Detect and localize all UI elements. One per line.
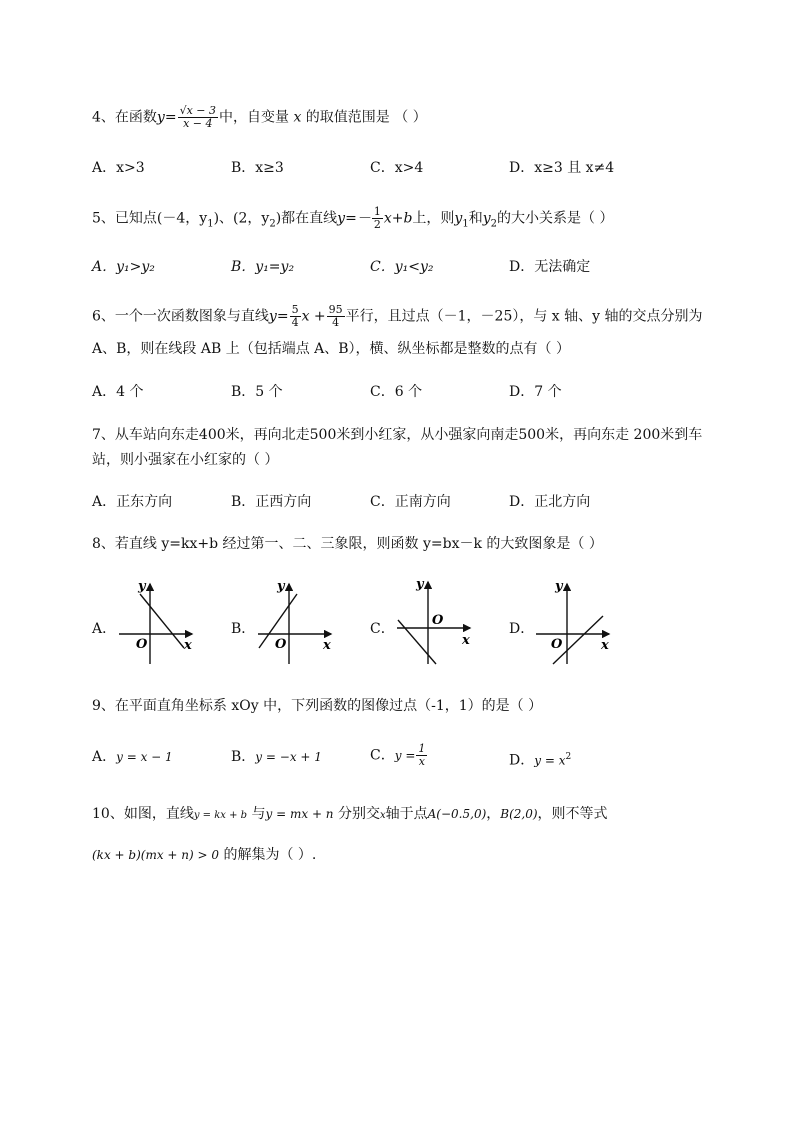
option-label: B． [231, 621, 256, 637]
question-6-stem [92, 304, 742, 329]
option-b[interactable]: B．正西方向 [231, 494, 312, 510]
question-number: 4、 [92, 109, 115, 126]
question-text: 从车站向东走400米，再向北走500米到小红家，从小强家向南走500米，再向东走 200米到车 [114, 427, 703, 443]
fraction [178, 105, 218, 130]
option-b[interactable]: B．y₁=y₂ [231, 259, 295, 275]
origin-label: O [432, 613, 444, 628]
option-label: B． [231, 749, 256, 765]
math-expression: x + [301, 308, 326, 325]
math-variable: y [482, 210, 491, 227]
graph-d-svg [531, 578, 611, 668]
option-label: A． [92, 621, 117, 637]
question-text: )都在直线 [275, 210, 338, 227]
graph-a-svg [114, 578, 194, 668]
option-a[interactable]: A．y₁>y₂ [92, 259, 155, 275]
question-text: 已知点(－4，y [114, 210, 208, 227]
math-expression: y = x − 1 [116, 750, 173, 764]
question-text: 的取值范围是 （ ） [305, 109, 427, 126]
option-d[interactable]: D．x≥3 且 x≠4 [509, 160, 615, 176]
option-label: A． [92, 749, 117, 765]
option-label: C． [370, 621, 395, 637]
option-a[interactable]: A．x>3 [92, 160, 145, 176]
fraction-numerator: 1 [418, 742, 426, 755]
question-5-options [92, 256, 742, 278]
question-8-stem [92, 534, 742, 554]
question-6-options [92, 381, 742, 403]
option-c[interactable] [370, 743, 428, 768]
math-variable: x [380, 810, 386, 821]
question-5-stem [92, 206, 742, 234]
option-label: C． [370, 747, 395, 764]
fraction-denominator: 4 [332, 316, 340, 329]
y-axis-label: y [416, 578, 424, 592]
option-a[interactable] [92, 746, 173, 768]
question-7-line-1 [92, 425, 742, 445]
question-10-line-2 [92, 845, 742, 865]
question-number: 7、 [92, 427, 115, 443]
origin-label: O [136, 637, 148, 652]
question-text: )、(2，y [213, 210, 270, 227]
option-label: D． [509, 752, 535, 769]
option-d[interactable]: D．7 个 [509, 384, 562, 400]
origin-label: O [551, 637, 563, 652]
fraction-numerator: 1 [373, 205, 381, 218]
function-line [398, 620, 436, 664]
math-expression: x+b [383, 210, 413, 227]
option-a[interactable]: A．4 个 [92, 384, 144, 400]
question-number: 6、 [92, 308, 115, 325]
question-text: 在平面直角坐标系 xOy 中，下列函数的图像过点（-1，1）的是（ ） [114, 698, 543, 714]
question-number: 5、 [92, 210, 115, 227]
question-text: 若直线 y=kx+b 经过第一、二、三象限，则函数 y=bx－k 的大致图象是（ ） [114, 536, 603, 552]
x-axis-label: x [601, 638, 609, 653]
question-text: 在函数 [114, 109, 157, 126]
question-text: ， [486, 806, 501, 822]
option-b[interactable] [231, 746, 322, 768]
subscript: 2 [269, 218, 276, 230]
question-text: 的大小关系是（ ） [497, 210, 614, 227]
origin-label: O [275, 637, 287, 652]
graph-c-svg [392, 578, 472, 668]
question-number: 9、 [92, 698, 115, 714]
fraction-numerator: 5 [291, 303, 299, 316]
option-label: D． [509, 621, 535, 637]
superscript: 2 [565, 752, 572, 762]
fraction [416, 743, 427, 768]
math-expression: y= [156, 109, 177, 126]
question-8-options [92, 578, 742, 668]
subscript: 1 [462, 218, 469, 230]
question-6-line-2: A、B，则在线段 AB 上（包括端点 A、B），横、纵坐标都是整数的点有（ ） [92, 341, 570, 357]
math-expression: A(−0.5,0) [427, 807, 487, 821]
question-text: 中，自变量 [218, 109, 289, 126]
option-a[interactable]: A．正东方向 [92, 494, 173, 510]
option-c[interactable]: C．x>4 [370, 160, 424, 176]
math-expression: y = mx + n [265, 807, 334, 821]
question-7-line-2: 站，则小强家在小红家的（ ） [92, 452, 279, 468]
question-text: 和 [468, 210, 483, 227]
option-c[interactable]: C．6 个 [370, 384, 423, 400]
fraction [327, 304, 345, 329]
fraction-denominator: x − 4 [183, 117, 213, 130]
fraction-denominator: 2 [373, 218, 381, 231]
subscript: 2 [490, 218, 497, 230]
fraction [290, 304, 301, 329]
question-text: 平行，且过点（－1，－25），与 x 轴、y 轴的交点分别为 [345, 308, 703, 325]
question-9-stem [92, 696, 742, 716]
math-expression: y = −x + 1 [255, 750, 322, 764]
math-variable: y [454, 210, 463, 227]
option-d[interactable]: D．正北方向 [509, 494, 591, 510]
y-axis-label: y [138, 579, 146, 594]
math-expression: y = [394, 748, 416, 763]
question-number: 10、 [92, 806, 124, 822]
question-7-options [92, 491, 742, 513]
question-text: 与 [251, 806, 266, 822]
question-text: ，则不等式 [537, 806, 608, 822]
x-axis-label: x [462, 633, 470, 648]
question-text: 轴于点 [385, 806, 428, 822]
option-d[interactable]: D．无法确定 [509, 259, 591, 275]
option-c[interactable]: C．y₁<y₂ [370, 259, 434, 275]
question-text: 上，则 [412, 210, 455, 227]
option-b[interactable]: B．x≥3 [231, 160, 284, 176]
x-axis-label: x [323, 638, 331, 653]
question-text: 的解集为（ ）. [223, 847, 317, 863]
math-expression: y=－ [337, 210, 371, 227]
fraction [372, 206, 383, 231]
y-axis-label: y [555, 579, 563, 594]
question-4-stem [92, 105, 742, 130]
subscript: 1 [207, 218, 214, 230]
question-text: 一个一次函数图象与直线 [114, 308, 269, 325]
graph-b-svg [253, 578, 333, 668]
math-expression: y = x [534, 753, 566, 768]
math-expression: y= [268, 308, 289, 325]
math-expression: y = kx + b [193, 810, 248, 821]
math-expression: B(2,0) [500, 807, 538, 821]
math-expression: (kx + b)(mx + n) > 0 [92, 848, 220, 862]
x-axis-label: x [184, 638, 192, 653]
question-10-line-1 [92, 804, 742, 826]
option-d[interactable] [509, 746, 571, 772]
option-c[interactable]: C．正南方向 [370, 494, 451, 510]
question-text: 如图，直线 [123, 806, 194, 822]
math-variable: x [293, 109, 302, 126]
option-b[interactable]: B．5 个 [231, 384, 283, 400]
question-text: 分别交 [338, 806, 380, 822]
fraction-denominator: x [418, 755, 425, 768]
y-axis-label: y [277, 579, 285, 594]
fraction-denominator: 4 [291, 316, 299, 329]
question-4-options [92, 157, 742, 179]
fraction-numerator: 95 [328, 303, 343, 316]
question-number: 8、 [92, 536, 115, 552]
question-9-options [92, 743, 742, 773]
fraction-numerator: √x − 3 [179, 104, 216, 117]
